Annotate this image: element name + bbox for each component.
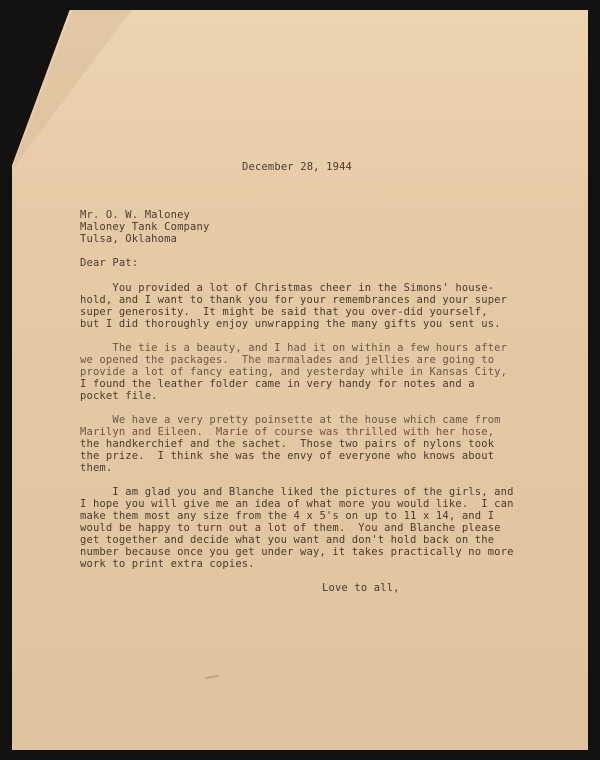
paragraph-line: make them most any size from the 4 x 5's on up to 11 x 14, and I — [80, 510, 495, 522]
paragraph-line: pocket file. — [80, 390, 158, 402]
paragraph-line: I found the leather folder came in very handy for notes and a — [80, 378, 475, 390]
paragraph-line: number because once you get under way, it takes practically no more — [80, 546, 514, 558]
paragraph-line: would be happy to turn out a lot of them. You and Blanche please — [80, 522, 501, 534]
salutation: Dear Pat: — [80, 257, 139, 269]
address-line: Maloney Tank Company — [80, 221, 210, 233]
paragraph-line: hold, and I want to thank you for your remembrances and your super — [80, 294, 508, 306]
address-line: Mr. O. W. Maloney — [80, 209, 191, 221]
paragraph-line: We have a very pretty poinsette at the house which came from — [80, 414, 501, 426]
paragraph-line: I hope you will give me an idea of what more you would like. I can — [80, 498, 514, 510]
paragraph-line: them. — [80, 462, 113, 474]
paragraph-line: we opened the packages. The marmalades and jellies are going to — [80, 354, 495, 366]
paragraph-line: provide a lot of fancy eating, and yesterday while in Kansas City, — [80, 366, 508, 378]
closing: Love to all, — [322, 582, 400, 594]
paragraph-line: but I did thoroughly enjoy unwrapping the many gifts you sent us. — [80, 318, 501, 330]
paragraph-line: super generosity. It might be said that you over-did yourself, — [80, 306, 488, 318]
paragraph-line: the prize. I think she was the envy of everyone who knows about — [80, 450, 495, 462]
letter-date: December 28, 1944 — [242, 161, 353, 173]
paragraph-line: You provided a lot of Christmas cheer in the Simons' house- — [80, 282, 495, 294]
paragraph-line: The tie is a beauty, and I had it on within a few hours after — [80, 342, 508, 354]
paragraph-line: work to print extra copies. — [80, 558, 255, 570]
paragraph-line: Marilyn and Eileen. Marie of course was thrilled with her hose, — [80, 426, 495, 438]
paragraph-line: the handkerchief and the sachet. Those two pairs of nylons took — [80, 438, 495, 450]
paragraph-line: get together and decide what you want and don't hold back on the — [80, 534, 495, 546]
address-line: Tulsa, Oklahoma — [80, 233, 178, 245]
paragraph-line: I am glad you and Blanche liked the pictures of the girls, and — [80, 486, 514, 498]
